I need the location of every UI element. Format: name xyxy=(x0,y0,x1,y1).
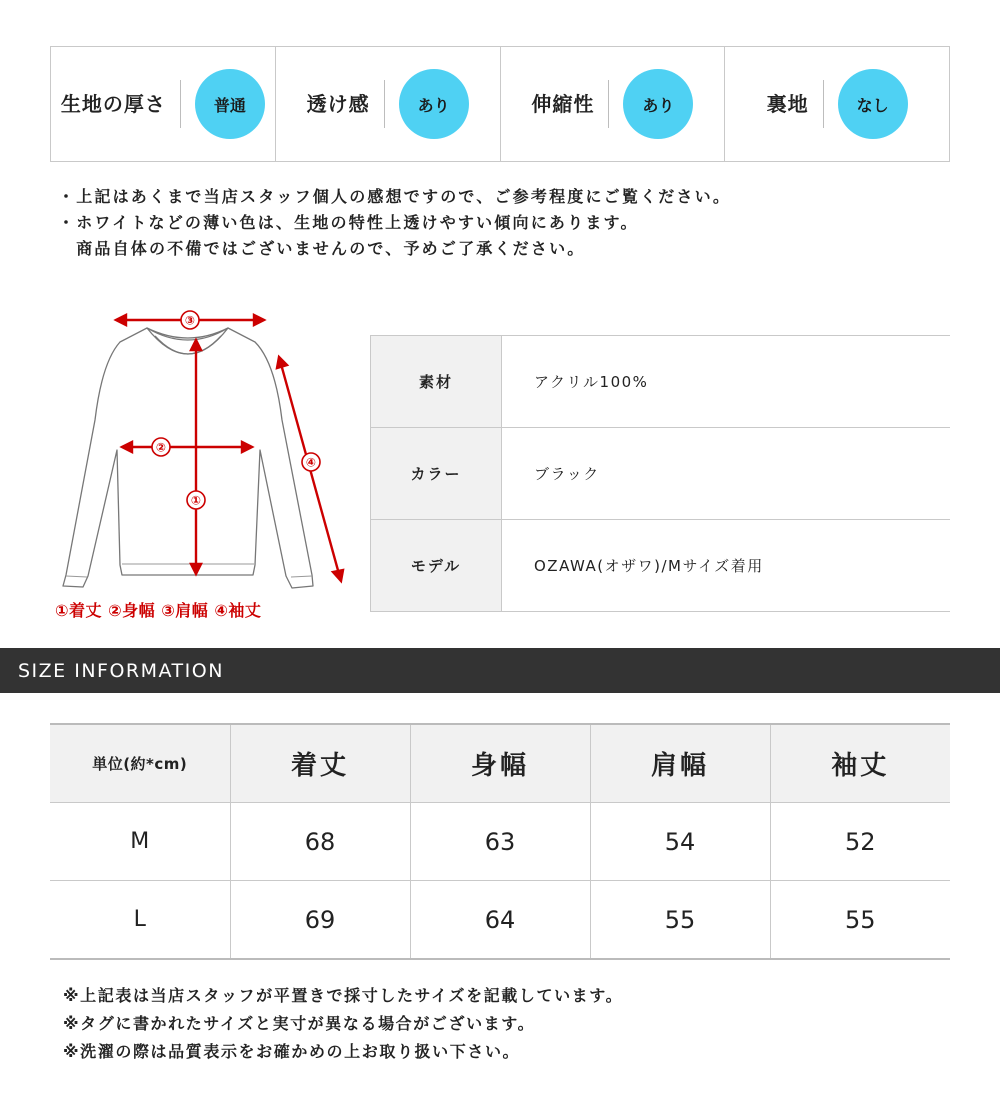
arrow-head xyxy=(254,315,264,325)
note-line: 商品自体の不備ではございませんので、予めご了承ください。 xyxy=(58,239,586,258)
attr-transparency xyxy=(275,47,500,161)
size-table xyxy=(50,723,950,960)
size-value: 54 xyxy=(590,803,770,881)
column-header: 肩幅 xyxy=(590,724,770,803)
size-header-row xyxy=(50,724,950,803)
size-label: M xyxy=(50,803,230,881)
sweater-outline xyxy=(63,328,313,588)
attr-lining xyxy=(724,47,950,161)
measurement-legend: ①着丈 ②身幅 ③肩幅 ④袖丈 xyxy=(55,601,262,620)
spec-key: モデル xyxy=(371,520,502,612)
marker-label: ④ xyxy=(305,455,317,470)
footer-note: ※洗濯の際は品質表示をお確かめの上お取り扱い下さい。 xyxy=(63,1042,521,1061)
attr-badge: 普通 xyxy=(195,69,265,139)
attribute-notes xyxy=(58,184,731,262)
spec-key: カラー xyxy=(371,428,502,520)
fabric-attributes xyxy=(50,46,950,162)
unit-header: 単位(約*cm) xyxy=(50,724,230,803)
size-value: 55 xyxy=(770,881,950,960)
size-label: L xyxy=(50,881,230,960)
attr-badge: あり xyxy=(623,69,693,139)
attr-label: 伸縮性 xyxy=(531,80,609,128)
spec-row xyxy=(371,336,951,428)
size-value: 55 xyxy=(590,881,770,960)
size-value: 68 xyxy=(230,803,410,881)
footer-note: ※上記表は当店スタッフが平置きで採寸したサイズを記載しています。 xyxy=(63,986,624,1005)
product-spec-table xyxy=(370,335,950,612)
attr-label: 生地の厚さ xyxy=(61,80,181,128)
column-header: 身幅 xyxy=(410,724,590,803)
arrow-head xyxy=(116,315,126,325)
size-notes xyxy=(63,982,623,1066)
attr-badge: なし xyxy=(838,69,908,139)
column-header: 着丈 xyxy=(230,724,410,803)
note-line: ・ホワイトなどの薄い色は、生地の特性上透けやすい傾向にあります。 xyxy=(58,213,639,232)
attr-stretch xyxy=(500,47,725,161)
size-row xyxy=(50,803,950,881)
size-row xyxy=(50,881,950,960)
column-header: 袖丈 xyxy=(770,724,950,803)
garment-diagram xyxy=(50,300,360,630)
size-value: 52 xyxy=(770,803,950,881)
size-value: 64 xyxy=(410,881,590,960)
attr-label: 裏地 xyxy=(767,80,824,128)
arrow-head xyxy=(277,357,287,368)
footer-note: ※タグに書かれたサイズと実寸が異なる場合がございます。 xyxy=(63,1014,536,1033)
arrow-head xyxy=(333,570,343,581)
spec-key: 素材 xyxy=(371,336,502,428)
size-value: 63 xyxy=(410,803,590,881)
spec-row xyxy=(371,520,951,612)
spec-value: ブラック xyxy=(502,428,951,520)
marker-label: ① xyxy=(190,493,202,508)
marker-label: ② xyxy=(155,440,167,455)
marker-label: ③ xyxy=(184,313,196,328)
size-section-title: SIZE INFORMATION xyxy=(0,648,1000,693)
attr-thickness xyxy=(50,47,275,161)
size-value: 69 xyxy=(230,881,410,960)
spec-row xyxy=(371,428,951,520)
attr-badge: あり xyxy=(399,69,469,139)
note-line: ・上記はあくまで当店スタッフ個人の感想ですので、ご参考程度にご覧ください。 xyxy=(58,187,732,206)
attr-label: 透け感 xyxy=(307,80,385,128)
spec-value: アクリル100% xyxy=(502,336,951,428)
spec-value: OZAWA(オザワ)/Mサイズ着用 xyxy=(502,520,951,612)
